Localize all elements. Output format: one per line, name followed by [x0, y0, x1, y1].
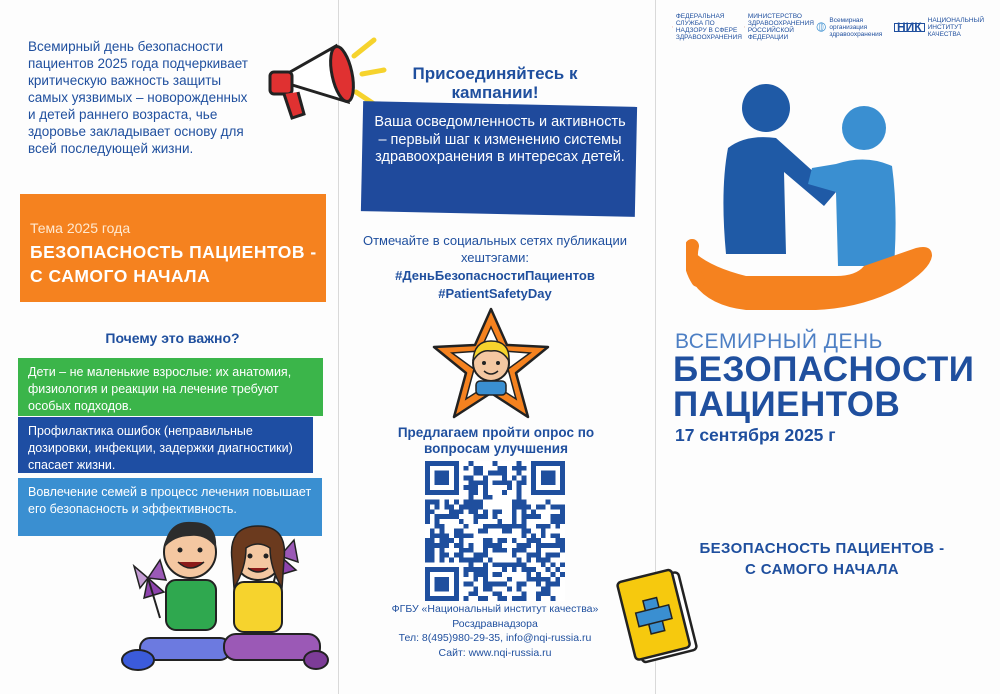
logo-caption: ФЕДЕРАЛЬНАЯ СЛУЖБА ПО НАДЗОРУ В СФЕРЕ ЗДРАВООХРАНЕНИЯ	[675, 13, 742, 41]
point-families: Вовлечение семей в процесс лечения повышает его безопасность и эффективность.	[18, 478, 322, 536]
org-website[interactable]: Сайт: www.nqi-russia.ru	[438, 646, 552, 659]
org-phone-email[interactable]: Тел: 8(495)980-29-35, info@nqi-russia.ru	[398, 632, 592, 644]
title-line-1: БЕЗОПАСНОСТИ	[673, 350, 975, 389]
contacts-block	[360, 602, 630, 660]
survey-text: Предлагаем пройти опрос по вопросам улучшения	[397, 425, 595, 456]
org-parent: Росздравнадзора	[452, 617, 538, 630]
bottom-title-line-1: БЕЗОПАСНОСТЬ ПАЦИЕНТОВ -	[699, 540, 945, 557]
logo-caption: МИНИСТЕРСТВО ЗДРАВООХРАНЕНИЯ РОССИЙСКОЙ ФЕДЕРАЦИИ	[747, 13, 814, 41]
intro-text: Всемирный день безопасности пациентов 2025 года подчеркивает критическую важность защиты самых уязвимых – новорожденных и детей раннего возраста, чье здоровье закладывает основу для всей последующей жизни.	[28, 39, 248, 156]
ministry-emblem-icon	[744, 16, 745, 38]
nik-logo: НИК	[894, 23, 925, 32]
hashtag-en: #PatientSafetyDay	[438, 286, 552, 301]
bottom-title-line-2: С САМОГО НАЧАЛА	[744, 561, 900, 578]
hashtags-intro: Отмечайте в социальных сетях публикации хештэгами:	[362, 233, 627, 265]
star-badge-icon	[426, 305, 556, 423]
who-emblem-icon	[816, 16, 826, 38]
why-heading: Почему это важно?	[105, 330, 240, 346]
russian-emblem-icon	[672, 16, 673, 38]
point-anatomy: Дети – не маленькие взрослые: их анатомия, физиология и реакции на лечение требуют особых подходов.	[18, 358, 323, 416]
join-text: Ваша осведомленность и активность – первый шаг к изменению системы здравоохранения в интересах детей.	[374, 114, 626, 165]
partner-logos	[672, 12, 985, 42]
theme-label: Тема 2025 года	[30, 220, 131, 236]
event-date: 17 сентября 2025 г	[675, 425, 836, 445]
title-line-2: ПАЦИЕНТОВ	[673, 385, 901, 424]
logo-ministry	[744, 12, 814, 42]
logo-nik	[894, 12, 985, 42]
logo-who	[816, 12, 890, 42]
theme-title: БЕЗОПАСНОСТЬ ПАЦИЕНТОВ - С САМОГО НАЧАЛА	[30, 242, 317, 286]
logo-roszdravnadzor	[672, 12, 742, 42]
logo-caption: НАЦИОНАЛЬНЫЙ ИНСТИТУТ КАЧЕСТВА	[927, 16, 985, 38]
pinwheel-icon	[134, 560, 166, 618]
bottom-title	[662, 538, 982, 580]
join-heading: Присоединяйтесь к кампании!	[412, 64, 578, 102]
org-name: ФГБУ «Национальный институт качества»	[391, 603, 599, 615]
hashtag-ru: #ДеньБезопасностиПациентов	[395, 268, 595, 283]
title-sub: ВСЕМИРНЫЙ ДЕНЬ	[675, 330, 883, 353]
children-illustration	[120, 508, 330, 688]
caring-hand-illustration	[686, 80, 948, 316]
survey-qr-code[interactable]	[425, 461, 565, 601]
point-prevention: Профилактика ошибок (неправильные дозировки, инфекции, задержки диагностики) спасает жизни.	[18, 417, 313, 473]
title-main	[673, 352, 974, 422]
medical-book-icon	[612, 562, 702, 670]
logo-caption: Всемирная организация здравоохранения	[829, 16, 883, 38]
